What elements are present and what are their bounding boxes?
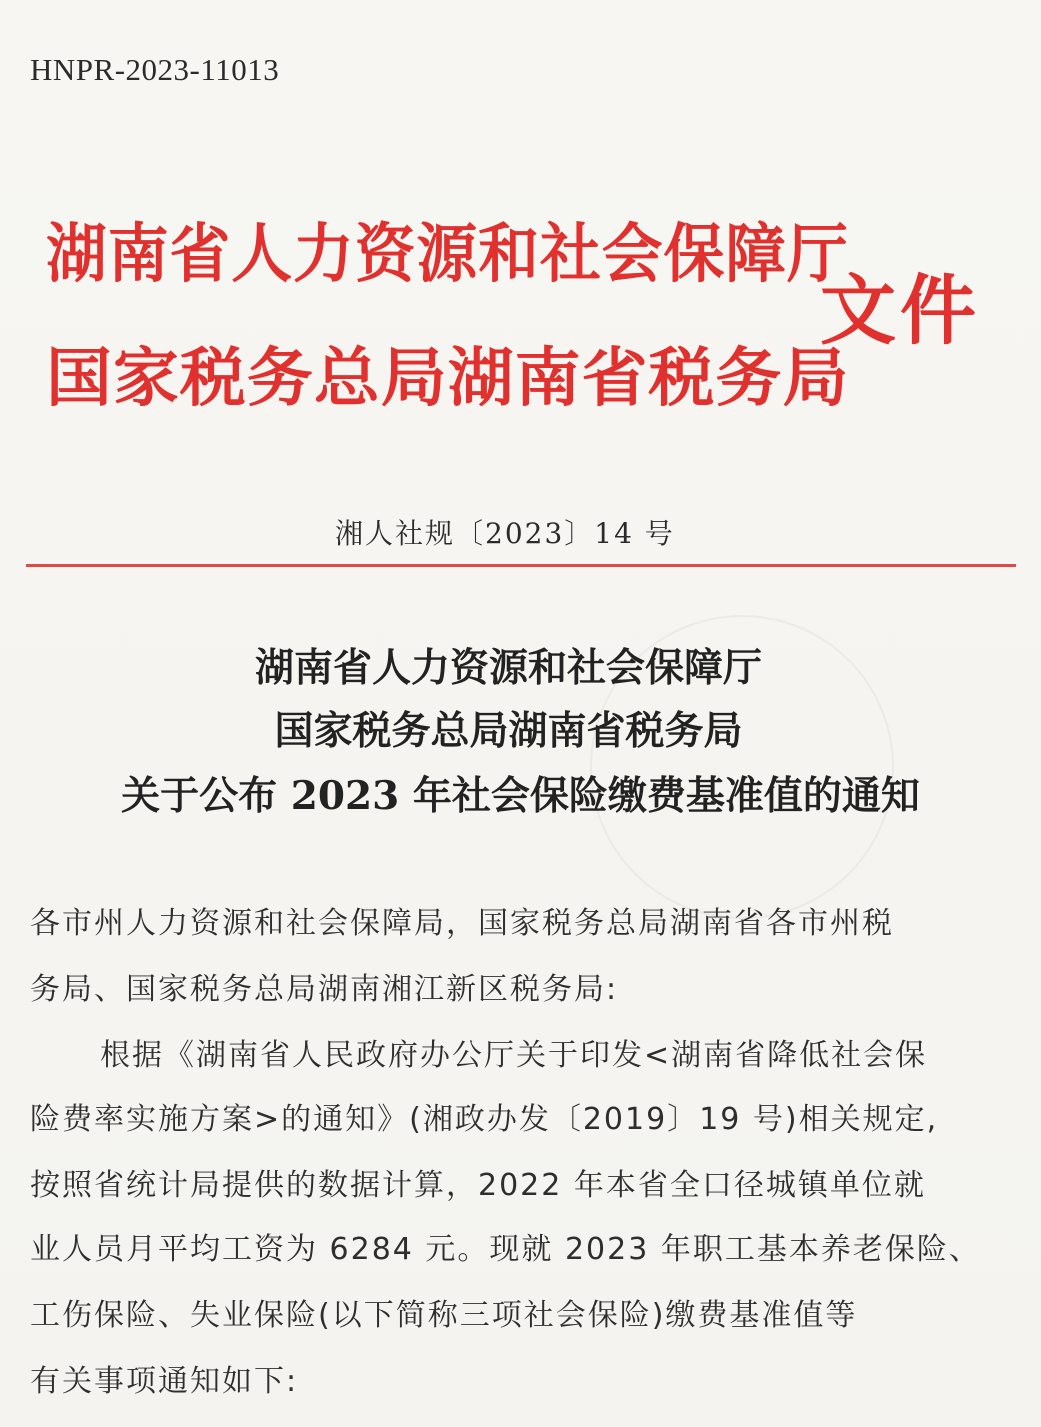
issuer-line-2: 国家税务总局湖南省税务局 (46, 342, 850, 416)
body-line-7: 工伤保险、失业保险(以下简称三项社会保险)缴费基准值等 (30, 1298, 858, 1333)
document-type-label: 文件 (820, 266, 980, 355)
title-line-3: 关于公布 2023 年社会保险缴费基准值的通知 (121, 773, 920, 819)
document-code: HNPR-2023-11013 (30, 52, 280, 87)
body-line-2: 务局、国家税务总局湖南湘江新区税务局: (30, 972, 619, 1007)
title-line-1: 湖南省人力资源和社会保障厅 (254, 645, 762, 691)
body-line-6: 业人员月平均工资为 6284 元。现就 2023 年职工基本养老保险、 (30, 1232, 981, 1267)
body-line-5: 按照省统计局提供的数据计算，2022 年本省全口径城镇单位就 (30, 1168, 926, 1203)
issuer-line-1: 湖南省人力资源和社会保障厅 (46, 218, 849, 292)
body-line-1: 各市州人力资源和社会保障局，国家税务总局湖南省各市州税 (30, 906, 894, 941)
document-number: 湘人社规〔2023〕14 号 (335, 517, 675, 550)
body-line-3: 根据《湖南省人民政府办公厅关于印发<湖南省降低社会保 (100, 1038, 928, 1073)
red-divider (26, 564, 1016, 567)
body-line-8: 有关事项通知如下: (30, 1364, 299, 1399)
body-line-4: 险费率实施方案>的通知》(湘政办发〔2019〕19 号)相关规定, (30, 1102, 939, 1137)
title-line-2: 国家税务总局湖南省税务局 (274, 708, 743, 754)
